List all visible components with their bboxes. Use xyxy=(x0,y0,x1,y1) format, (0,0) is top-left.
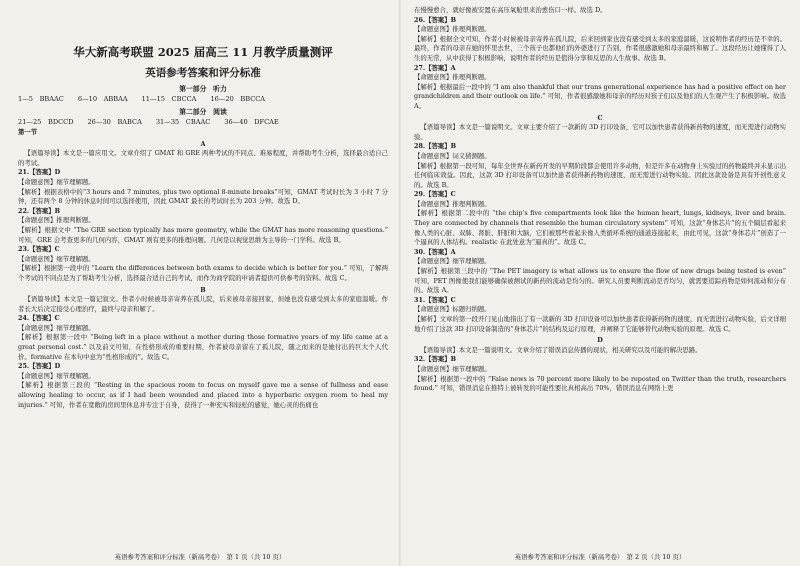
section-heading: 第一节 xyxy=(18,128,38,136)
question-intent: 【命题意图】推理判断题。 xyxy=(414,199,491,208)
question-intent: 【命题意图】细节理解题。 xyxy=(18,254,95,263)
question-answer: 28.【答案】B xyxy=(414,142,457,151)
question-intent: 【命题意图】推理判断题。 xyxy=(18,216,95,225)
question-answer: 32.【答案】B xyxy=(414,355,457,364)
page-footer: 英语参考答案和评分标准（新高考卷） 第 1 页（共 10 页） xyxy=(114,553,286,561)
reading-answers xyxy=(18,117,388,127)
question-intent: 【命题意图】细节理解题。 xyxy=(18,323,95,332)
answer-group: 16—20 BBCCA xyxy=(210,95,266,103)
question-answer: 31.【答案】C xyxy=(414,295,456,304)
question-intent: 【命题意图】细节理解题。 xyxy=(414,364,491,373)
answer-group: 11—15 CBCCA xyxy=(141,95,197,103)
question-analysis: 【解析】根据第三段的 “Resting in the spacious room to focus on myself gave me a sense of fullness and ease allowing healing to occur, as if I had been wounded and placed into a hyperbaric oxygen room to heal my injuries.” 可知，作者在宽敞的房间里休息并专注于自身，获得了一种充实和轻松的感觉，她心灵的伤痛也 xyxy=(18,381,388,409)
answer-group: 6—10 ABBAA xyxy=(77,95,128,103)
question-answer: 23.【答案】C xyxy=(18,245,60,254)
continued-text: 在慢慢愈合，就好像被安置在高压氧舱里来治愈伤口一样。故选 D。 xyxy=(414,6,607,14)
answer-group: 21—25 BDCCD xyxy=(18,118,74,126)
answer-group: 26—30 BABCA xyxy=(87,118,142,126)
page-footer: 英语参考答案和评分标准（新高考卷） 第 2 页（共 10 页） xyxy=(514,553,686,561)
passage-letter: D xyxy=(597,336,603,345)
question-intent: 【命题意图】细节理解题。 xyxy=(18,371,95,380)
question-analysis: 【解析】根据全文可知，作者小时候被母亲寄养在孤儿院，后来回到家也没有感受到太多的家庭温暖，这说明作者的经历是不幸的。最终，作者的母亲在她的怀里去世，三个孩子也都他们的外婆进行了告别，作者很感激她和母亲最终和解了。这段经历让她懂得了人生的无常，从中获得了积极影响，说明作者的经历是值得分享和反思的人生故事。故选 B。 xyxy=(414,34,786,62)
listening-answers xyxy=(18,94,388,104)
question-analysis: 【解析】根据最后一段中的 “I am also thankful that our trans generational experience has had a positive effect on her grandchildren and their outlook on life.” 可知，作者很感激她和母亲的经历对孩子们以及他们的人生观产生了积极影响。故选 A。 xyxy=(414,82,786,110)
question-answer: 24.【答案】C xyxy=(18,314,60,323)
passage-guide: 【语篇导读】本文是一篇说明文。文章主要介绍了一款新的 3D 打印设备，它可以加快患者获得新药物的速度，而无需进行动物实验。 xyxy=(414,123,786,141)
question-answer: 27.【答案】A xyxy=(414,63,456,72)
question-intent: 【命题意图】细节理解题。 xyxy=(18,177,95,186)
passage-letter: A xyxy=(200,139,206,148)
question-analysis: 【解析】根据第一段中的 “False news is 70 percent more likely to be reposted on Twitter than the truth, researchers found.” 可知，错误消息在推特上被转发的可能性要比真相高出 70%，错误消息在网络上更 xyxy=(414,374,786,393)
part2-title: 第二部分 阅读 xyxy=(179,108,227,116)
question-answer: 26.【答案】B xyxy=(414,15,457,24)
answer-group: 1—5 BBAAC xyxy=(18,95,64,103)
page-2 xyxy=(400,0,800,566)
question-intent: 【命题意图】细节理解题。 xyxy=(414,257,491,266)
question-answer: 25.【答案】D xyxy=(18,362,61,371)
answer-key-title: 英语参考答案和评分标准 xyxy=(145,67,261,79)
question-analysis: 【解析】根据文中 “The GRE section typically has more geometry, while the GMAT has more reasoning questions.” 可知，GRE 会考查更多的几何内容，GMAT 则有更多的推理问题。几何是以视觉思维为主导的一门学科。故选 B。 xyxy=(18,225,388,244)
question-intent: 【命题意图】推理判断题。 xyxy=(414,25,491,34)
question-analysis: 【解析】根据第一段中的 “Learn the differences between both exams to decide which is better for you.” 可知，了解两个考试的不同点是为了帮助考生分析，选择最合适自己的考试，而作为商学院的申请者提供可供参考的资料。故选 C。 xyxy=(18,264,388,282)
passage-letter: C xyxy=(597,113,603,122)
question-intent: 【命题意图】词义猜测题。 xyxy=(414,151,491,160)
answer-group: 36—40 DFCAE xyxy=(224,118,279,126)
question-analysis: 【解析】根据第二段中的 “the chip’s five compartments look like the human heart, lungs, kidneys, liver and brain. They are connected by channels that resemble the human circulatory system” 可知，这款“身体芯片”的五个隔层看起来像人类的心脏、双肺、肾脏、肝脏和大脑，它们被那些看起来像人类循环系统的通道连接起来，由此可见，这款“身体芯片”创造了一个逼真的人体结构。realistic 在此处意为“逼真的”。故选 C。 xyxy=(414,209,786,247)
exam-title: 华大新高考联盟 2025 届高三 11 月教学质量测评 xyxy=(73,45,333,59)
question-answer: 30.【答案】A xyxy=(414,247,456,256)
question-analysis: 【解析】根据第一段中 “Being left in a place without a mother during those formative years of my life came at a great personal cost.” 以及前文可知，在性格形成的重要时期，作者被母亲留在了孤儿院，随之而来的是她付出的巨大个人代价。formative 在本句中意为“性格形成的”。故选 C。 xyxy=(18,333,388,361)
question-analysis: 【解析】文章的第一段开门见山地指出了有一款新的 3D 打印设备可以加快患者获得新药物的速度，而无需进行动物实验，后文详细地介绍了这款 3D 打印设备制造的“身体芯片”的结构及运行原理，并阐释了它能够替代动物实验的原理。故选 C。 xyxy=(414,315,786,333)
question-analysis: 【解析】根据第三段中的 “The PET imagery is what allows us to ensure the flow of new drugs being tested is even” 可知，PET 图像使我们能够确保被测试的新药的流动是均匀的。研究人员要判断流动是否均匀，就需要追踪药物是如何流动和分布的。故选 A。 xyxy=(414,267,786,295)
question-answer: 21.【答案】D xyxy=(18,168,61,177)
question-analysis: 【解析】根据表格中的“3 hours and 7 minutes, plus two optional 8-minute breaks”可知，GMAT 考试时长为 3 小时 7 分钟，还有两个 8 分钟的休息时间可以选择使用，因此 GMAT 最长的考试时长为 203 分钟。故选 D。 xyxy=(18,187,388,206)
passage-letter: B xyxy=(200,285,206,294)
question-intent: 【命题意图】推理判断题。 xyxy=(414,73,491,82)
question-answer: 22.【答案】B xyxy=(18,206,61,215)
question-analysis: 【解析】根据第一段可知，每年全世界在新药开发的早期阶段都会使用许多动物，但是许多在动物身上实验过的药物最终并未显示出任何临床效益。因此，这款 3D 打印设备可以加快患者获得新药物的速度，而无需进行动物实验。因此这款设备是具有开创性意义的。故选 B。 xyxy=(414,161,786,189)
passage-guide: 【语篇导读】本文是一篇说明文。文章介绍了错误消息传播的现状，相关研究以及可能的解决思路。 xyxy=(420,345,702,354)
part1-title: 第一部分 听力 xyxy=(179,85,227,93)
passage-guide: 【语篇导读】本文是一篇应用文。文章介绍了 GMAT 和 GRE 两种考试的不同点、难易程度，并帮助考生分析，选择最合适自己的考试。 xyxy=(18,149,388,167)
passage-guide: 【语篇导读】本文是一篇记叙文。作者小时候被母亲寄养在孤儿院，后来被母亲接回家，但她也没有感受到太多的家庭温暖。作者长大后决定接受心理治疗，最终与母亲和解了。 xyxy=(18,295,388,313)
question-intent: 【命题意图】标题归纳题。 xyxy=(414,305,491,314)
answer-group: 31—35 CBAAC xyxy=(155,118,211,126)
question-answer: 29.【答案】C xyxy=(414,190,456,199)
